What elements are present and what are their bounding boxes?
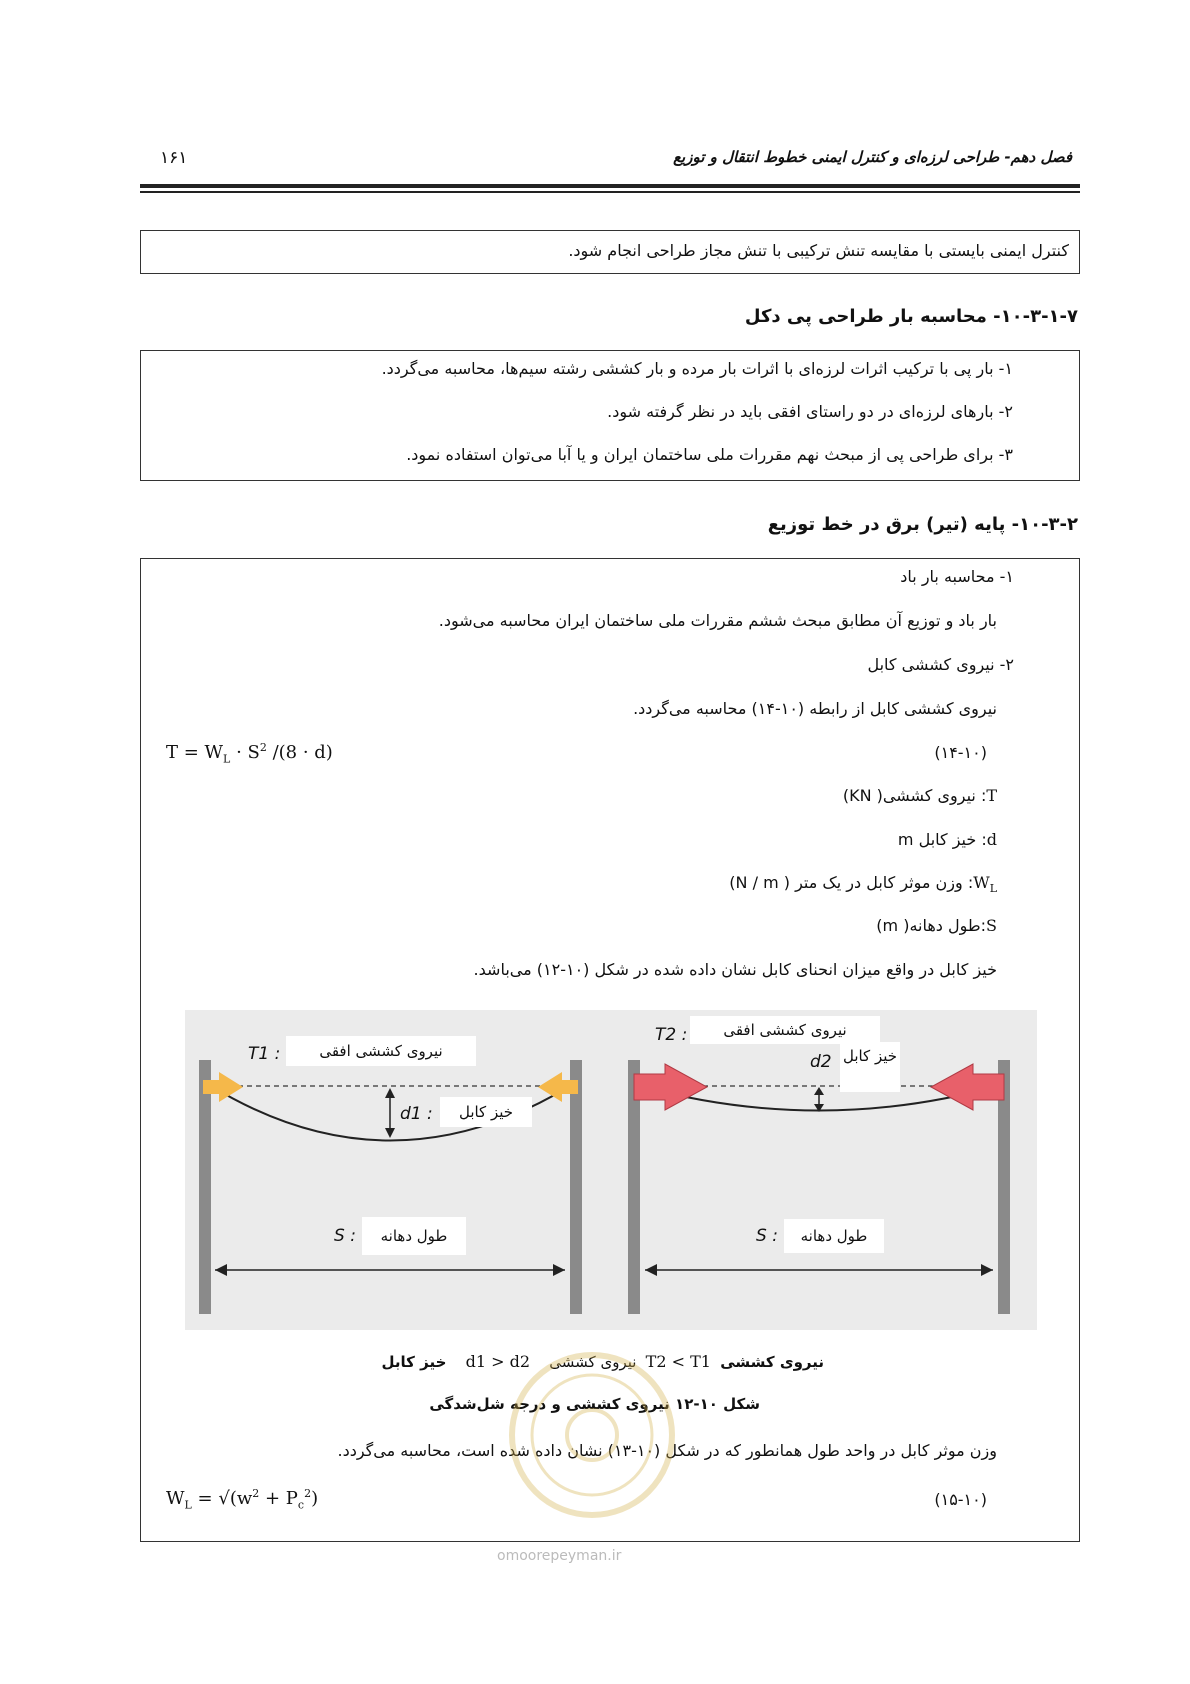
header-rule-thick: [140, 184, 1080, 188]
section1-heading: ۱۰-۳-۱-۷- محاسبه بار طراحی پی دکل: [744, 306, 1078, 327]
left-pole-2: [570, 1060, 582, 1314]
weight-text: وزن موثر کابل در واحد طول همانطور که در شکل (۱۰-۱۳) نشان داده شده است، محاسبه می‌گردد.: [337, 1441, 997, 1460]
left-pole-1: [199, 1060, 211, 1314]
right-tension-arrow-1: [634, 1064, 707, 1110]
def-W-text: : وزن موثر کابل در یک متر ( N / m): [729, 873, 974, 892]
var-W: $W_L$: [973, 873, 997, 896]
watermark-seal: [505, 1335, 680, 1535]
right-t-label: T2 :: [655, 1025, 688, 1045]
caption-sag-relation: d1 > d2: [465, 1352, 531, 1371]
definition-d: [898, 830, 997, 849]
var-S: S: [986, 916, 997, 935]
definition-W: [729, 873, 997, 895]
caption-tension-label: نیروی کششی: [720, 1353, 824, 1371]
var-T: T: [986, 786, 997, 805]
def-d-text: : خیز کابل m: [897, 830, 987, 849]
figure-caption-line2: شکل ۱۰-۱۲ نیروی کششی و درجه شل‌شدگی: [429, 1395, 760, 1413]
page-number: ۱۶۱: [160, 148, 188, 168]
equation-14: $T = W_L \cdot S^2$ /(8 · d): [166, 741, 333, 766]
section1-item-2: ۲- بارهای لرزه‌ای در دو راستای افقی باید در نظر گرفته شود.: [607, 402, 1013, 421]
caption-sag-label: خیز کابل: [381, 1353, 447, 1371]
watermark-site: omoorepeyman.ir: [497, 1548, 622, 1564]
note-text: کنترل ایمنی بایستی با مقایسه تنش ترکیبی با تنش مجاز طراحی انجام شود.: [568, 241, 1069, 260]
left-t-label: T1 :: [248, 1044, 281, 1064]
section1-box: [140, 350, 1080, 481]
section1-item-3: ۳- برای طراحی پی از مبحث نهم مقررات ملی ساختمان ایران و یا آبا می‌توان استفاده نمود.: [406, 445, 1013, 464]
right-s-label: S :: [756, 1226, 778, 1246]
left-t-text: نیروی کششی افقی: [286, 1036, 476, 1066]
section1-item-1: ۱- بار پی با ترکیب اثرات لرزه‌ای با اثرات بار مرده و بار کششی رشته سیم‌ها، محاسبه می‌گردد.: [381, 359, 1013, 378]
definition-T: [843, 786, 997, 805]
chapter-title: فصل دهم- طراحی لرزه‌ای و کنترل ایمنی خطوط انتقال و توزیع: [673, 148, 1072, 166]
header-rule-thin: [140, 191, 1080, 193]
right-t-text: نیروی کششی افقی: [690, 1016, 880, 1044]
right-tension-arrow-2: [931, 1064, 1004, 1110]
right-d-label: d2: [810, 1052, 832, 1072]
wind-text: بار باد و توزیع آن مطابق مبحث ششم مقررات ملی ساختمان ایران محاسبه می‌شود.: [438, 611, 997, 630]
right-s-text: طول دهانه: [784, 1219, 884, 1253]
sag-text: خیز کابل در واقع میزان انحنای کابل نشان داده شده در شکل (۱۰-۱۲) می‌باشد.: [473, 960, 997, 979]
left-d-text: خیز کابل: [440, 1097, 532, 1127]
note-box: [140, 230, 1080, 274]
definition-S: [876, 916, 997, 935]
wind-title: ۱- محاسبه بار باد: [900, 567, 1014, 586]
left-s-text: طول دهانه: [362, 1217, 466, 1255]
caption-tension-relation: T2 < T1: [645, 1352, 711, 1371]
def-S-text: :طول دهانه( m): [876, 916, 987, 935]
left-d-label: d1 :: [400, 1104, 433, 1124]
tension-title: ۲- نیروی کششی کابل: [867, 655, 1014, 674]
left-s-label: S :: [334, 1226, 356, 1246]
right-d-text: خیز کابل: [840, 1042, 900, 1092]
section2-heading: ۱۰-۳-۲- پایه (تیر) برق در خط توزیع: [767, 514, 1078, 535]
var-d: d: [986, 830, 997, 849]
equation-14-number: (۱۴-۱۰): [934, 743, 987, 762]
caption-tension-label-2: نیروی کششی: [549, 1353, 637, 1371]
equation-15-number: (۱۵-۱۰): [934, 1490, 987, 1509]
equation-15: $W_L = √(w^2 + P_c^2)$: [166, 1487, 319, 1512]
tension-text: نیروی کششی کابل از رابطه (۱۰-۱۴) محاسبه می‌گردد.: [633, 699, 997, 718]
def-T-text: : نیروی کششی( KN): [842, 786, 987, 805]
